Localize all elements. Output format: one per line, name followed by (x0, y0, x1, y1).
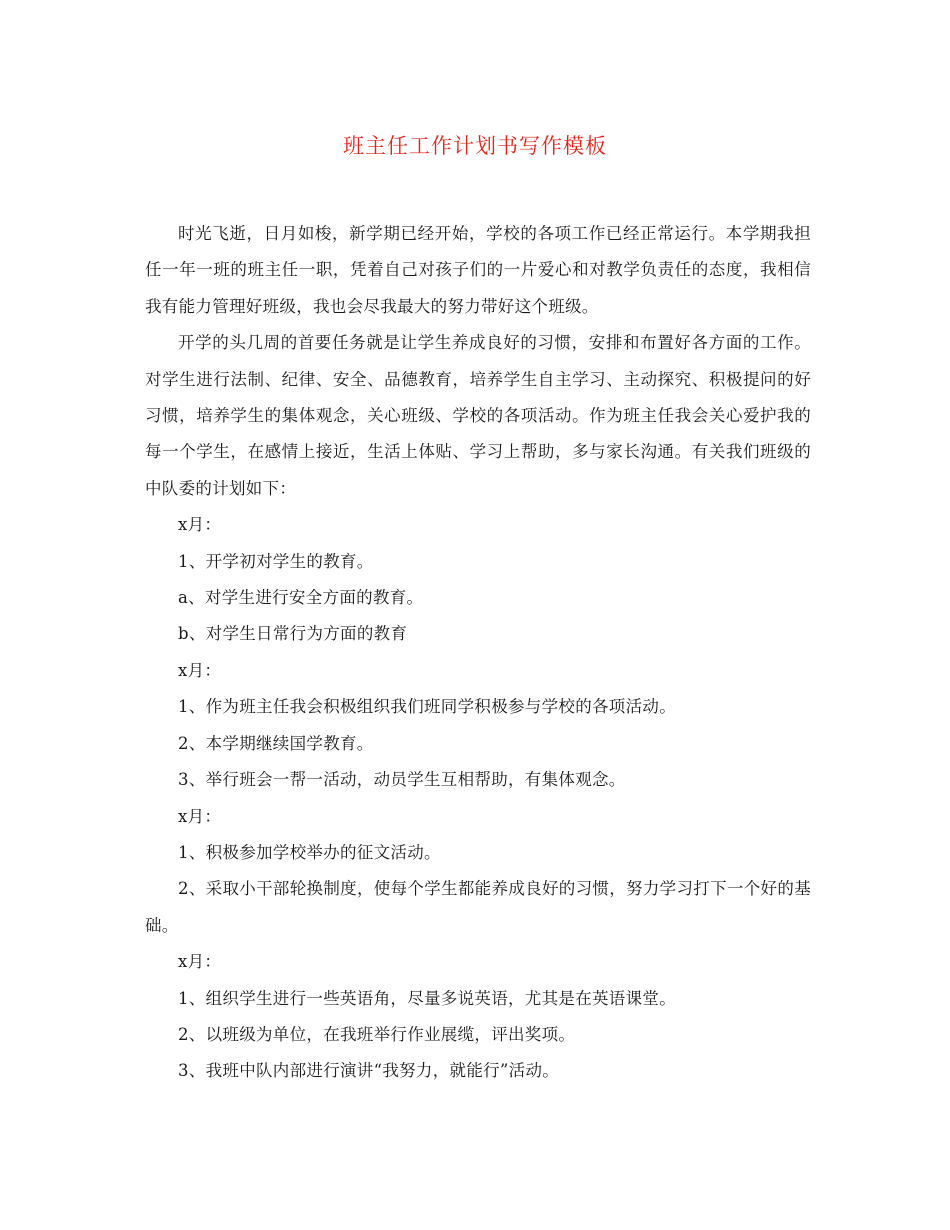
list-item: 2、采取小干部轮换制度，使每个学生都能养成良好的习惯，努力学习打下一个好的基础。 (145, 879, 811, 935)
document-body (145, 216, 811, 1090)
list-item: 1、积极参加学校举办的征文活动。 (178, 842, 441, 862)
list-item: 3、我班中队内部进行演讲“我努力，就能行”活动。 (178, 1061, 560, 1081)
document-title: 班主任工作计划书写作模板 (343, 134, 607, 158)
list-item: 2、以班级为单位，在我班举行作业展缆，评出奖项。 (178, 1024, 576, 1044)
month-heading: x月： (178, 806, 222, 826)
paragraph-plan-overview: 开学的头几周的首要任务就是让学生养成良好的习惯，安排和布置好各方面的工作。对学生进行法制、纪律、安全、品德教育，培养学生自主学习、主动探究、积极提问的好习惯，培养学生的集体观念，关心班级、学校的各项活动。作为班主任我会关心爱护我的每一个学生，在感情上接近，生活上体贴、学习上帮助，多与家长沟通。有关我们班级的中队委的计划如下： (145, 333, 811, 498)
list-item: 1、组织学生进行一些英语角，尽量多说英语，尤其是在英语课堂。 (178, 988, 676, 1008)
paragraph-intro: 时光飞逝，日月如梭，新学期已经开始，学校的各项工作已经正常运行。本学期我担任一年一班的班主任一职，凭着自己对孩子们的一片爱心和对教学负责任的态度，我相信我有能力管理好班级，我也会尽我最大的努力带好这个班级。 (145, 224, 811, 316)
list-item: 2、本学期继续国学教育。 (178, 733, 374, 753)
month-heading: x月： (178, 660, 222, 680)
list-item: 1、作为班主任我会积极组织我们班同学积极参与学校的各项活动。 (178, 697, 676, 717)
list-item: 3、举行班会一帮一活动，动员学生互相帮助，有集体观念。 (178, 770, 626, 790)
list-item: b、对学生日常行为方面的教育 (178, 624, 408, 644)
month-heading: x月： (178, 952, 222, 972)
month-heading: x月： (178, 515, 222, 535)
list-item: a、对学生进行安全方面的教育。 (178, 588, 424, 608)
list-item: 1、开学初对学生的教育。 (178, 551, 374, 571)
